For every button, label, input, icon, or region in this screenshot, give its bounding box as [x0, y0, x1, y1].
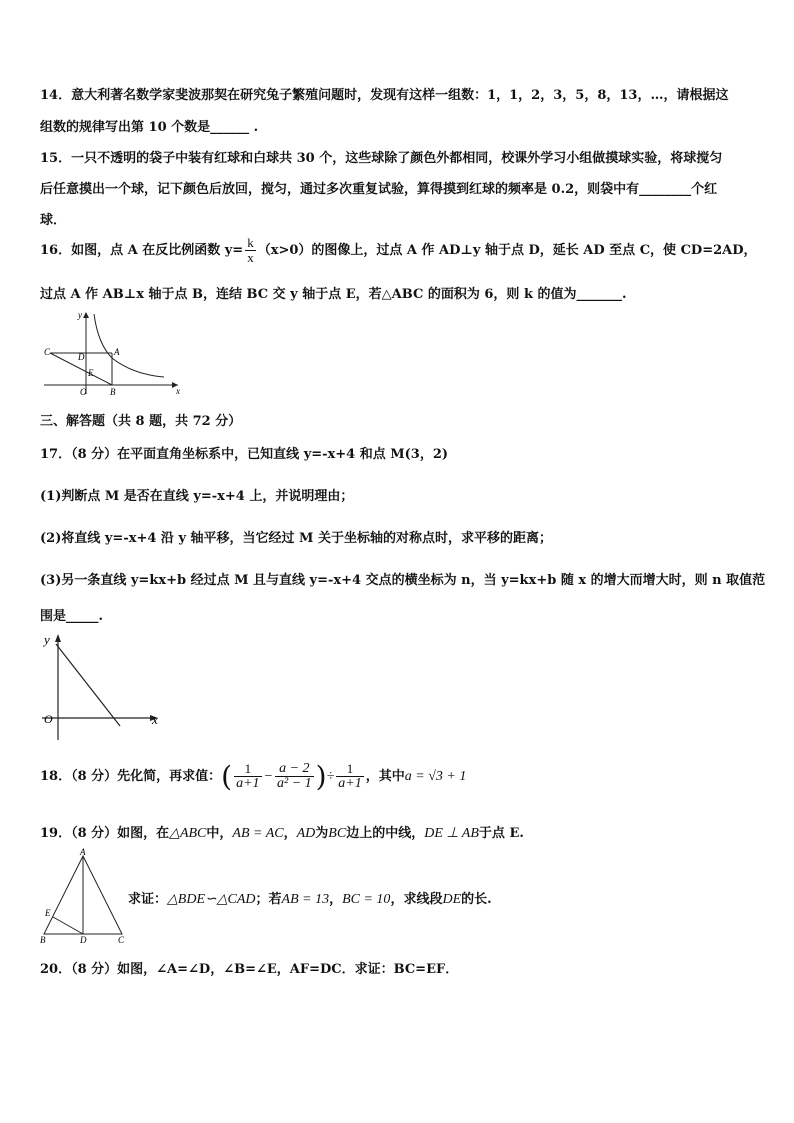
q14-line2: 组数的规律写出第 10 个数是______ . — [40, 120, 259, 135]
q17-figure — [38, 630, 168, 742]
q19-line1 — [40, 822, 524, 842]
q17-y-arrow — [55, 634, 61, 642]
q17-part1: (1)判断点 M 是否在直线 y=-x+4 上，并说明理由； — [40, 489, 354, 504]
q19-ab-13: AB = 13 — [281, 892, 330, 907]
q19-similar-triangles: △BDE∽△CAD — [167, 892, 256, 907]
q19-ad: AD — [296, 826, 316, 841]
q16-hyperbola — [94, 314, 164, 377]
q18-frac3-den: a+1 — [338, 776, 362, 791]
q18-divide: ÷ — [326, 769, 335, 784]
q19-de-perp-ab: DE ⊥ AB — [424, 826, 479, 841]
q19-figure — [36, 848, 130, 944]
q17-part2: (2)将直线 y=-x+4 沿 y 轴平移，当它经过 M 关于坐标轴的对称点时，求平移的距离； — [40, 531, 552, 546]
q15-line2: 后任意摸出一个球，记下颜色后放回，搅匀，通过多次重复试验，算得摸到红球的频率是 0.2，则袋中有________个红 — [40, 182, 718, 197]
q15-line1: 15．一只不透明的袋子中装有红球和白球共 30 个，这些球除了颜色外都相同，校课外学习小组做摸球实验，将球搅匀 — [40, 151, 723, 166]
q18-value: a = √3 + 1 — [404, 769, 467, 784]
q18-paren-close: ) — [315, 760, 327, 793]
q20-line1: 20．（8 分）如图，∠A=∠D，∠B=∠E，AF=DC．求证：BC=EF． — [40, 962, 459, 977]
q18-minus: − — [263, 769, 274, 784]
q18-text-pre: 18．（8 分）先化简，再求值： — [40, 769, 222, 784]
q18-frac3-num: 1 — [336, 762, 363, 777]
q19-text-1: 19．（8 分）如图，在 — [40, 826, 170, 841]
q16-fraction — [245, 236, 256, 265]
q19-label-b: B — [40, 935, 46, 944]
q19-label-c: C — [118, 935, 125, 944]
q19-de: DE — [442, 892, 462, 907]
q18-frac1-den: a+1 — [236, 776, 260, 791]
q19-proof-line — [128, 888, 492, 908]
q14-line1: 14．意大利著名数学家斐波那契在研究兔子繁殖问题时，发现有这样一组数：1，1，2，3，5，8，13，…，请根据这 — [40, 88, 729, 103]
q16-line2: 过点 A 作 AB⊥x 轴于点 B，连结 BC 交 y 轴于点 E，若△ABC 的面积为 6，则 k 的值为_______. — [40, 287, 627, 302]
q19-text-3: ， — [283, 826, 297, 841]
q16-label-e: E — [88, 368, 94, 378]
q17-line — [56, 644, 120, 726]
q16-label-o: O — [80, 387, 87, 397]
q18-frac3 — [336, 762, 363, 791]
q19-text-6: 于点 E. — [478, 826, 524, 841]
q17-label-x: x — [152, 712, 158, 727]
q16-line1 — [40, 236, 757, 265]
q16-label-b: B — [110, 387, 116, 397]
q19-segment-de — [53, 917, 83, 934]
q19-label-a: A — [80, 848, 86, 857]
q18-line — [40, 760, 466, 793]
q17-line1: 17．（8 分）在平面直角坐标系中，已知直线 y=-x+4 和点 M(3，2) — [40, 447, 449, 462]
q16-label-d: D — [78, 352, 85, 362]
q17-part3-line1: (3)另一条直线 y=kx+b 经过点 M 且与直线 y=-x+4 交点的横坐标为 n，当 y=kx+b 随 x 的增大而增大时，则 n 取值范 — [40, 573, 766, 588]
q19-proof-text-4: 的长. — [461, 892, 492, 907]
q19-proof-text-2: ；若 — [255, 892, 282, 907]
q18-frac2-num: a − 2 — [275, 762, 314, 777]
q19-proof-text-1: 求证： — [128, 892, 168, 907]
q18-frac2-den: a² − 1 — [277, 776, 312, 791]
q19-text-4: 为 — [315, 826, 329, 841]
q18-frac1-num: 1 — [234, 762, 261, 777]
q19-bc-10: BC = 10 — [342, 892, 391, 907]
q16-text-post: （x>0）的图像上，过点 A 作 AD⊥y 轴于点 D，延长 AD 至点 C，使 CD=2AD， — [257, 243, 757, 258]
q15-line3: 球． — [40, 213, 67, 228]
q18-frac2 — [275, 762, 314, 791]
q19-text-5: 边上的中线， — [346, 826, 425, 841]
q16-text-pre: 16．如图，点 A 在反比例函数 y= — [40, 243, 244, 258]
q19-triangle-abc: △ABC — [169, 826, 207, 841]
q16-y-arrow — [83, 312, 89, 318]
q16-frac-num: k — [247, 235, 254, 250]
section3-heading: 三、解答题（共 8 题，共 72 分） — [40, 414, 242, 429]
q16-label-y: y — [78, 310, 82, 320]
q16-label-c: C — [44, 347, 51, 357]
q16-frac-den: x — [247, 250, 254, 265]
q19-label-e: E — [45, 908, 51, 918]
q16-label-a: A — [114, 347, 120, 357]
q19-ab-eq-ac: AB = AC — [232, 826, 284, 841]
q19-proof-comma: ， — [329, 892, 343, 907]
q18-frac1 — [234, 762, 261, 791]
q19-label-d: D — [80, 935, 87, 944]
q18-paren-open: ( — [221, 760, 233, 793]
q17-label-y: y — [44, 632, 50, 647]
q18-text-post: ，其中 — [365, 769, 405, 784]
q16-label-x: x — [176, 386, 180, 396]
q19-proof-text-3: ，求线段 — [390, 892, 443, 907]
q17-part3-line2: 围是_____. — [40, 609, 104, 624]
q19-text-2: 中， — [206, 826, 233, 841]
q17-label-o: O — [44, 712, 53, 726]
q16-figure — [40, 308, 190, 400]
q19-bc: BC — [328, 826, 347, 841]
